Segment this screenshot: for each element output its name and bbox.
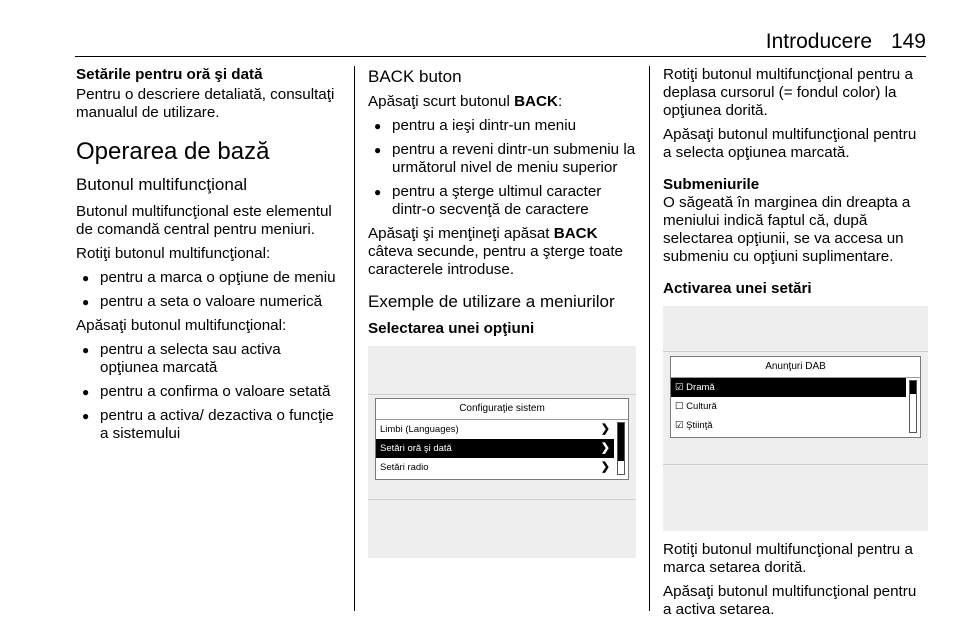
scrollbar-thumb[interactable] <box>910 381 916 394</box>
time-settings-heading: Setările pentru oră şi dată <box>76 66 263 83</box>
submenu-text: O săgeată în marginea din dreapta a meniului indică faptul că, după selectarea opţiunii, se va accesa un submeniu cu opţiuni suplimentare. <box>663 194 911 265</box>
hold-back-text: Apăsaţi şi menţineţi apăsat BACK câteva secunde, pentru a şterge toate caracterele introduse. <box>368 225 623 278</box>
back-intro: Apăsaţi scurt butonul BACK: <box>368 93 563 110</box>
checkbox-checked-icon: ☑ <box>675 420 684 431</box>
settings-screen <box>670 356 921 438</box>
list-item: ● pentru a seta o valoare numerică <box>76 293 341 311</box>
back-button-title: BACK buton <box>368 67 462 86</box>
list-item: ● pentru a reveni dintr-un submeniu la următorul nivel de meniu superior <box>368 141 636 177</box>
submenu-heading: Submeniurile <box>663 176 760 193</box>
time-settings-text: Pentru o descriere detaliată, consultaţi manualul de utilizare. <box>76 86 335 121</box>
column-2 <box>368 66 636 568</box>
chevron-right-icon: ❯ <box>600 442 610 454</box>
list-item: ● pentru a activa/ dezactiva o funcţie a sistemului <box>76 407 341 443</box>
frame-line <box>663 351 928 352</box>
press-select-text: Apăsaţi butonul multifuncţional pentru a selecta opţiunea marcată. <box>663 126 917 161</box>
rotate-intro: Rotiţi butonul multifuncţional: <box>76 245 271 262</box>
back-key: BACK <box>514 93 558 110</box>
examples-title: Exemple de utilizare a meniurilor <box>368 292 615 311</box>
press-setting-text: Apăsaţi butonul multifuncţional pentru a activa setarea. <box>663 583 917 618</box>
chevron-right-icon: ❯ <box>600 423 610 435</box>
back-key: BACK <box>553 225 598 242</box>
frame-line <box>368 499 636 500</box>
header-rule <box>75 56 926 57</box>
select-option-heading: Selectarea unei opţiuni <box>368 320 535 337</box>
rotate-setting-text: Rotiţi butonul multifuncţional pentru a marca setarea dorită. <box>663 541 913 576</box>
menu-screenshot <box>368 346 636 558</box>
column-1 <box>76 66 341 449</box>
column-divider <box>354 66 355 611</box>
menu-screen-title: Configuraţie sistem <box>376 399 628 420</box>
chevron-right-icon: ❯ <box>600 461 610 473</box>
multifunction-intro: Butonul multifuncţional este elementul de comandă central pentru meniuri. <box>76 203 332 238</box>
frame-line <box>368 394 636 395</box>
column-3 <box>663 66 928 625</box>
subsection-title: Butonul multifuncţional <box>76 175 248 194</box>
column-divider <box>649 66 650 611</box>
list-item: ● pentru a marca o opţiune de meniu <box>76 269 341 287</box>
settings-screenshot <box>663 306 928 531</box>
section-title: Operarea de bază <box>76 138 270 165</box>
rotate-cursor-text: Rotiţi butonul multifuncţional pentru a deplasa cursorul (= fondul color) la opţiunea dorită. <box>663 66 913 119</box>
list-item: ● pentru a ieşi dintr-un meniu <box>368 117 636 135</box>
setting-row[interactable]: ☑ Ştiinţă <box>675 420 713 431</box>
menu-row[interactable]: Setări radio ❯ <box>376 458 614 477</box>
list-item: ● pentru a selecta sau activa opţiunea marcată <box>76 341 341 377</box>
menu-screen <box>375 398 629 480</box>
menu-row-selected[interactable]: Setări oră şi dată ❯ <box>376 439 614 458</box>
frame-line <box>663 464 928 465</box>
checkbox-checked-icon: ☑ <box>675 382 684 393</box>
page-header-title: Introducere <box>765 30 872 53</box>
press-intro: Apăsaţi butonul multifuncţional: <box>76 317 287 334</box>
back-list <box>368 117 636 219</box>
checkbox-empty-icon: ☐ <box>675 401 684 412</box>
list-item: ● pentru a şterge ultimul caracter dintr-o secvenţă de caractere <box>368 183 636 219</box>
settings-screen-title: Anunţuri DAB <box>671 357 920 378</box>
press-list <box>76 341 341 443</box>
setting-row[interactable]: ☐ Cultură <box>675 401 717 412</box>
menu-row[interactable]: Limbi (Languages) ❯ <box>376 420 614 439</box>
scrollbar-thumb[interactable] <box>618 423 624 461</box>
list-item: ● pentru a confirma o valoare setată <box>76 383 341 401</box>
scrollbar[interactable] <box>617 422 625 475</box>
page-number: 149 <box>890 30 926 53</box>
scrollbar[interactable] <box>909 380 917 433</box>
activate-setting-heading: Activarea unei setări <box>663 280 812 297</box>
rotate-list <box>76 269 341 311</box>
setting-row-selected[interactable]: ☑ Dramă <box>671 378 906 397</box>
